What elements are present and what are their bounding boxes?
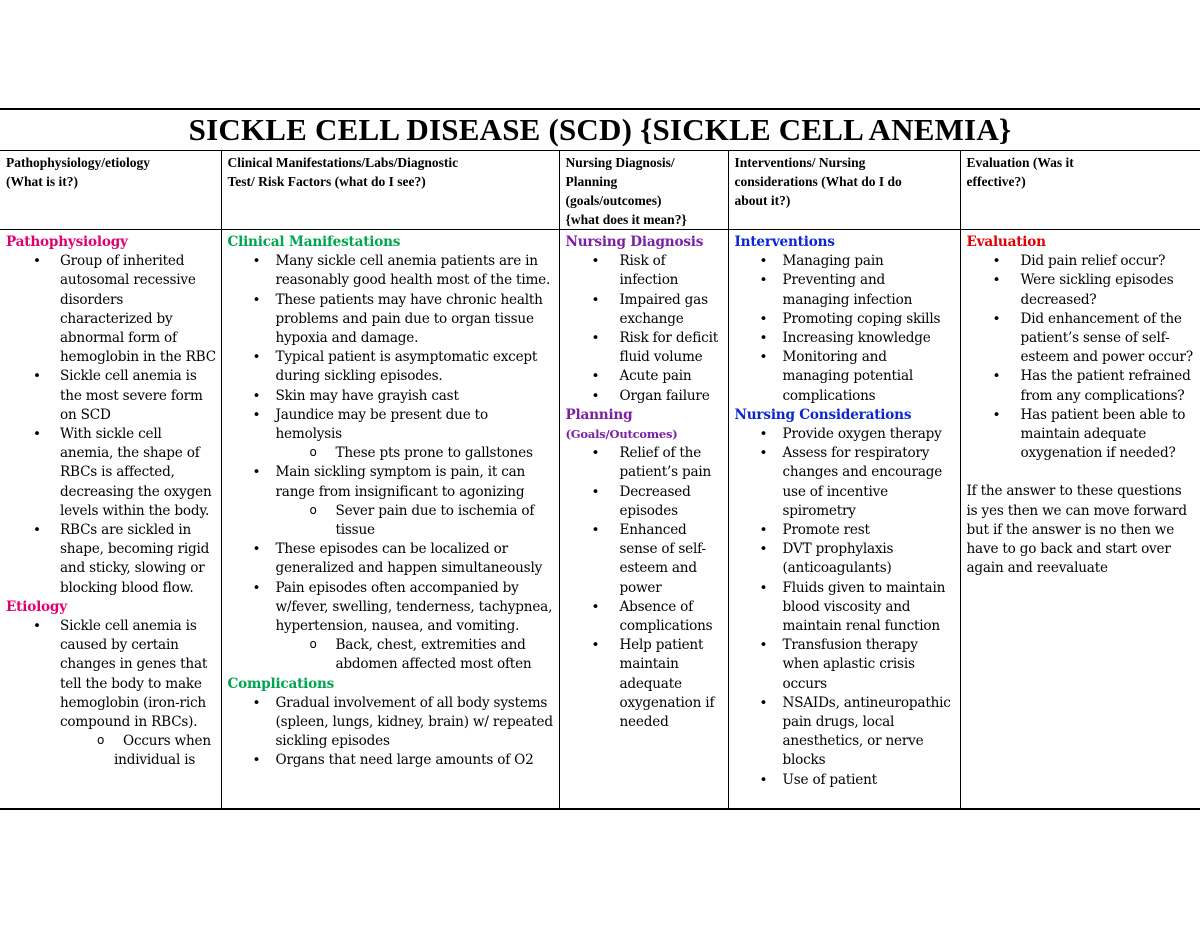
bullet-list <box>566 444 724 732</box>
bullet-list <box>228 252 555 444</box>
sub-list-item: o Sever pain due to ischemia of tissue <box>280 502 555 540</box>
bullet-list <box>6 617 217 732</box>
pathophysiology-cell <box>0 230 221 811</box>
header-cell <box>728 151 960 230</box>
list-item: • Has patient been able to maintain adequate oxygenation if needed? <box>967 406 1197 464</box>
list-item: • Has the patient refrained from any complications? <box>967 367 1197 405</box>
header-row <box>0 151 1200 230</box>
header-cell <box>0 151 221 230</box>
bullet-list <box>228 463 555 501</box>
section-subheading: (Goals/Outcomes) <box>565 427 678 442</box>
sub-list <box>228 502 555 540</box>
header-cell <box>960 151 1200 230</box>
list-item: • Managing pain <box>735 252 956 271</box>
list-item: • Use of patient <box>735 771 956 790</box>
list-item: • Main sickling symptom is pain, it can range from insignificant to agonizing <box>228 463 555 501</box>
section-heading: Pathophysiology <box>6 234 128 250</box>
list-item: • Pain episodes often accompanied by w/fever, swelling, tenderness, tachypnea, hypertension, nausea, and vomiting. <box>228 579 555 637</box>
list-item: • Did pain relief occur? <box>967 252 1197 271</box>
sub-list <box>228 444 555 463</box>
list-item: • Enhanced sense of self-esteem and power <box>566 521 724 598</box>
section-heading: Nursing Considerations <box>734 406 912 423</box>
header-line: Evaluation (Was it <box>966 155 1074 170</box>
page-title: SICKLE CELL DISEASE (SCD) {SICKLE CELL ANEMIA} <box>188 112 1012 147</box>
header-line: Planning <box>565 174 618 189</box>
section-heading: Planning <box>565 406 633 423</box>
header-line: (What is it?) <box>6 174 78 189</box>
bullet-list <box>735 252 956 406</box>
list-item: • Group of inherited autosomal recessive disorders characterized by abnormal form of hemoglobin in the RBC <box>6 252 217 367</box>
section-heading: Evaluation <box>966 234 1046 250</box>
list-item: • Organs that need large amounts of O2 <box>228 751 555 770</box>
header-line: effective?) <box>966 174 1026 189</box>
header-line: considerations (What do I do <box>734 174 902 189</box>
list-item: • Sickle cell anemia is caused by certain changes in genes that tell the body to make hemoglobin (iron-rich compound in RBCs). <box>6 617 217 732</box>
header-line: (goals/outcomes) <box>565 193 662 208</box>
care-map-table <box>0 150 1200 810</box>
bullet-list <box>735 425 956 790</box>
header-line: {what does it mean?} <box>565 212 687 227</box>
header-cell <box>559 151 728 230</box>
list-item: • Did enhancement of the patient’s sense of self-esteem and power occur? <box>967 310 1197 368</box>
bullet-list <box>566 252 724 406</box>
list-item: • Monitoring and managing potential complications <box>735 348 956 406</box>
list-item: • Provide oxygen therapy <box>735 425 956 444</box>
list-item: • Promoting coping skills <box>735 310 956 329</box>
clinical-manifestations-cell <box>221 230 559 811</box>
list-item: • With sickle cell anemia, the shape of RBCs is affected, decreasing the oxygen levels within the body. <box>6 425 217 521</box>
list-item: • Transfusion therapy when aplastic crisis occurs <box>735 636 956 694</box>
list-item: • Help patient maintain adequate oxygenation if needed <box>566 636 724 732</box>
list-item: • NSAIDs, antineuropathic pain drugs, local anesthetics, or nerve blocks <box>735 694 956 771</box>
bullet-list <box>228 694 555 771</box>
nursing-diagnosis-cell <box>559 230 728 811</box>
header-cell <box>221 151 559 230</box>
bullet-list <box>6 252 217 598</box>
list-item: • Assess for respiratory changes and encourage use of incentive spirometry <box>735 444 956 521</box>
header-line: Test/ Risk Factors (what do I see?) <box>227 174 426 189</box>
list-item: • Promote rest <box>735 521 956 540</box>
list-item: • These episodes can be localized or generalized and happen simultaneously <box>228 540 555 578</box>
section-heading: Complications <box>227 675 335 692</box>
list-item: • Typical patient is asymptomatic except during sickling episodes. <box>228 348 555 386</box>
section-heading: Nursing Diagnosis <box>565 234 704 250</box>
sub-list <box>228 636 555 674</box>
content-row <box>0 230 1200 811</box>
list-item: • Absence of complications <box>566 598 724 636</box>
list-item: • Preventing and managing infection <box>735 271 956 309</box>
header-line: Interventions/ Nursing <box>734 155 866 170</box>
list-item: • DVT prophylaxis (anticoagulants) <box>735 540 956 578</box>
sub-list-item: o These pts prone to gallstones <box>280 444 555 463</box>
list-item: • Increasing knowledge <box>735 329 956 348</box>
evaluation-cell <box>960 230 1200 811</box>
sub-list-item: o Back, chest, extremities and abdomen affected most often <box>280 636 555 674</box>
header-line: about it?) <box>734 193 791 208</box>
list-item: • These patients may have chronic health problems and pain due to organ tissue hypoxia and damage. <box>228 291 555 349</box>
list-item: • RBCs are sickled in shape, becoming rigid and sticky, slowing or blocking blood flow. <box>6 521 217 598</box>
list-item: • Relief of the patient’s pain <box>566 444 724 482</box>
evaluation-note: If the answer to these questions is yes then we can move forward but if the answer is no then we have to go back and start over again and reevaluate <box>966 483 1187 577</box>
list-item: • Gradual involvement of all body systems (spleen, lungs, kidney, brain) w/ repeated sickling episodes <box>228 694 555 752</box>
header-line: Nursing Diagnosis/ <box>565 155 675 170</box>
header-line: Clinical Manifestations/Labs/Diagnostic <box>227 155 459 170</box>
header-line: Pathophysiology/etiology <box>6 155 151 170</box>
section-heading: Clinical Manifestations <box>227 234 401 250</box>
list-item: • Skin may have grayish cast <box>228 387 555 406</box>
list-item: • Sickle cell anemia is the most severe form on SCD <box>6 367 217 425</box>
list-item: • Jaundice may be present due to hemolysis <box>228 406 555 444</box>
list-item: • Decreased episodes <box>566 483 724 521</box>
list-item: • Risk of infection <box>566 252 724 290</box>
list-item: • Acute pain <box>566 367 724 386</box>
sub-list <box>6 732 217 770</box>
list-item: • Risk for deficit fluid volume <box>566 329 724 367</box>
worksheet <box>0 108 1200 810</box>
section-heading: Interventions <box>734 234 835 250</box>
bullet-list <box>228 540 555 636</box>
list-item: • Many sickle cell anemia patients are in reasonably good health most of the time. <box>228 252 555 290</box>
sub-list-item: o Occurs when individual is <box>6 732 217 770</box>
interventions-cell <box>728 230 960 811</box>
section-heading: Etiology <box>6 598 67 615</box>
list-item: • Impaired gas exchange <box>566 291 724 329</box>
list-item: • Organ failure <box>566 387 724 406</box>
list-item: • Fluids given to maintain blood viscosity and maintain renal function <box>735 579 956 637</box>
bullet-list <box>967 252 1197 463</box>
list-item: • Were sickling episodes decreased? <box>967 271 1197 309</box>
